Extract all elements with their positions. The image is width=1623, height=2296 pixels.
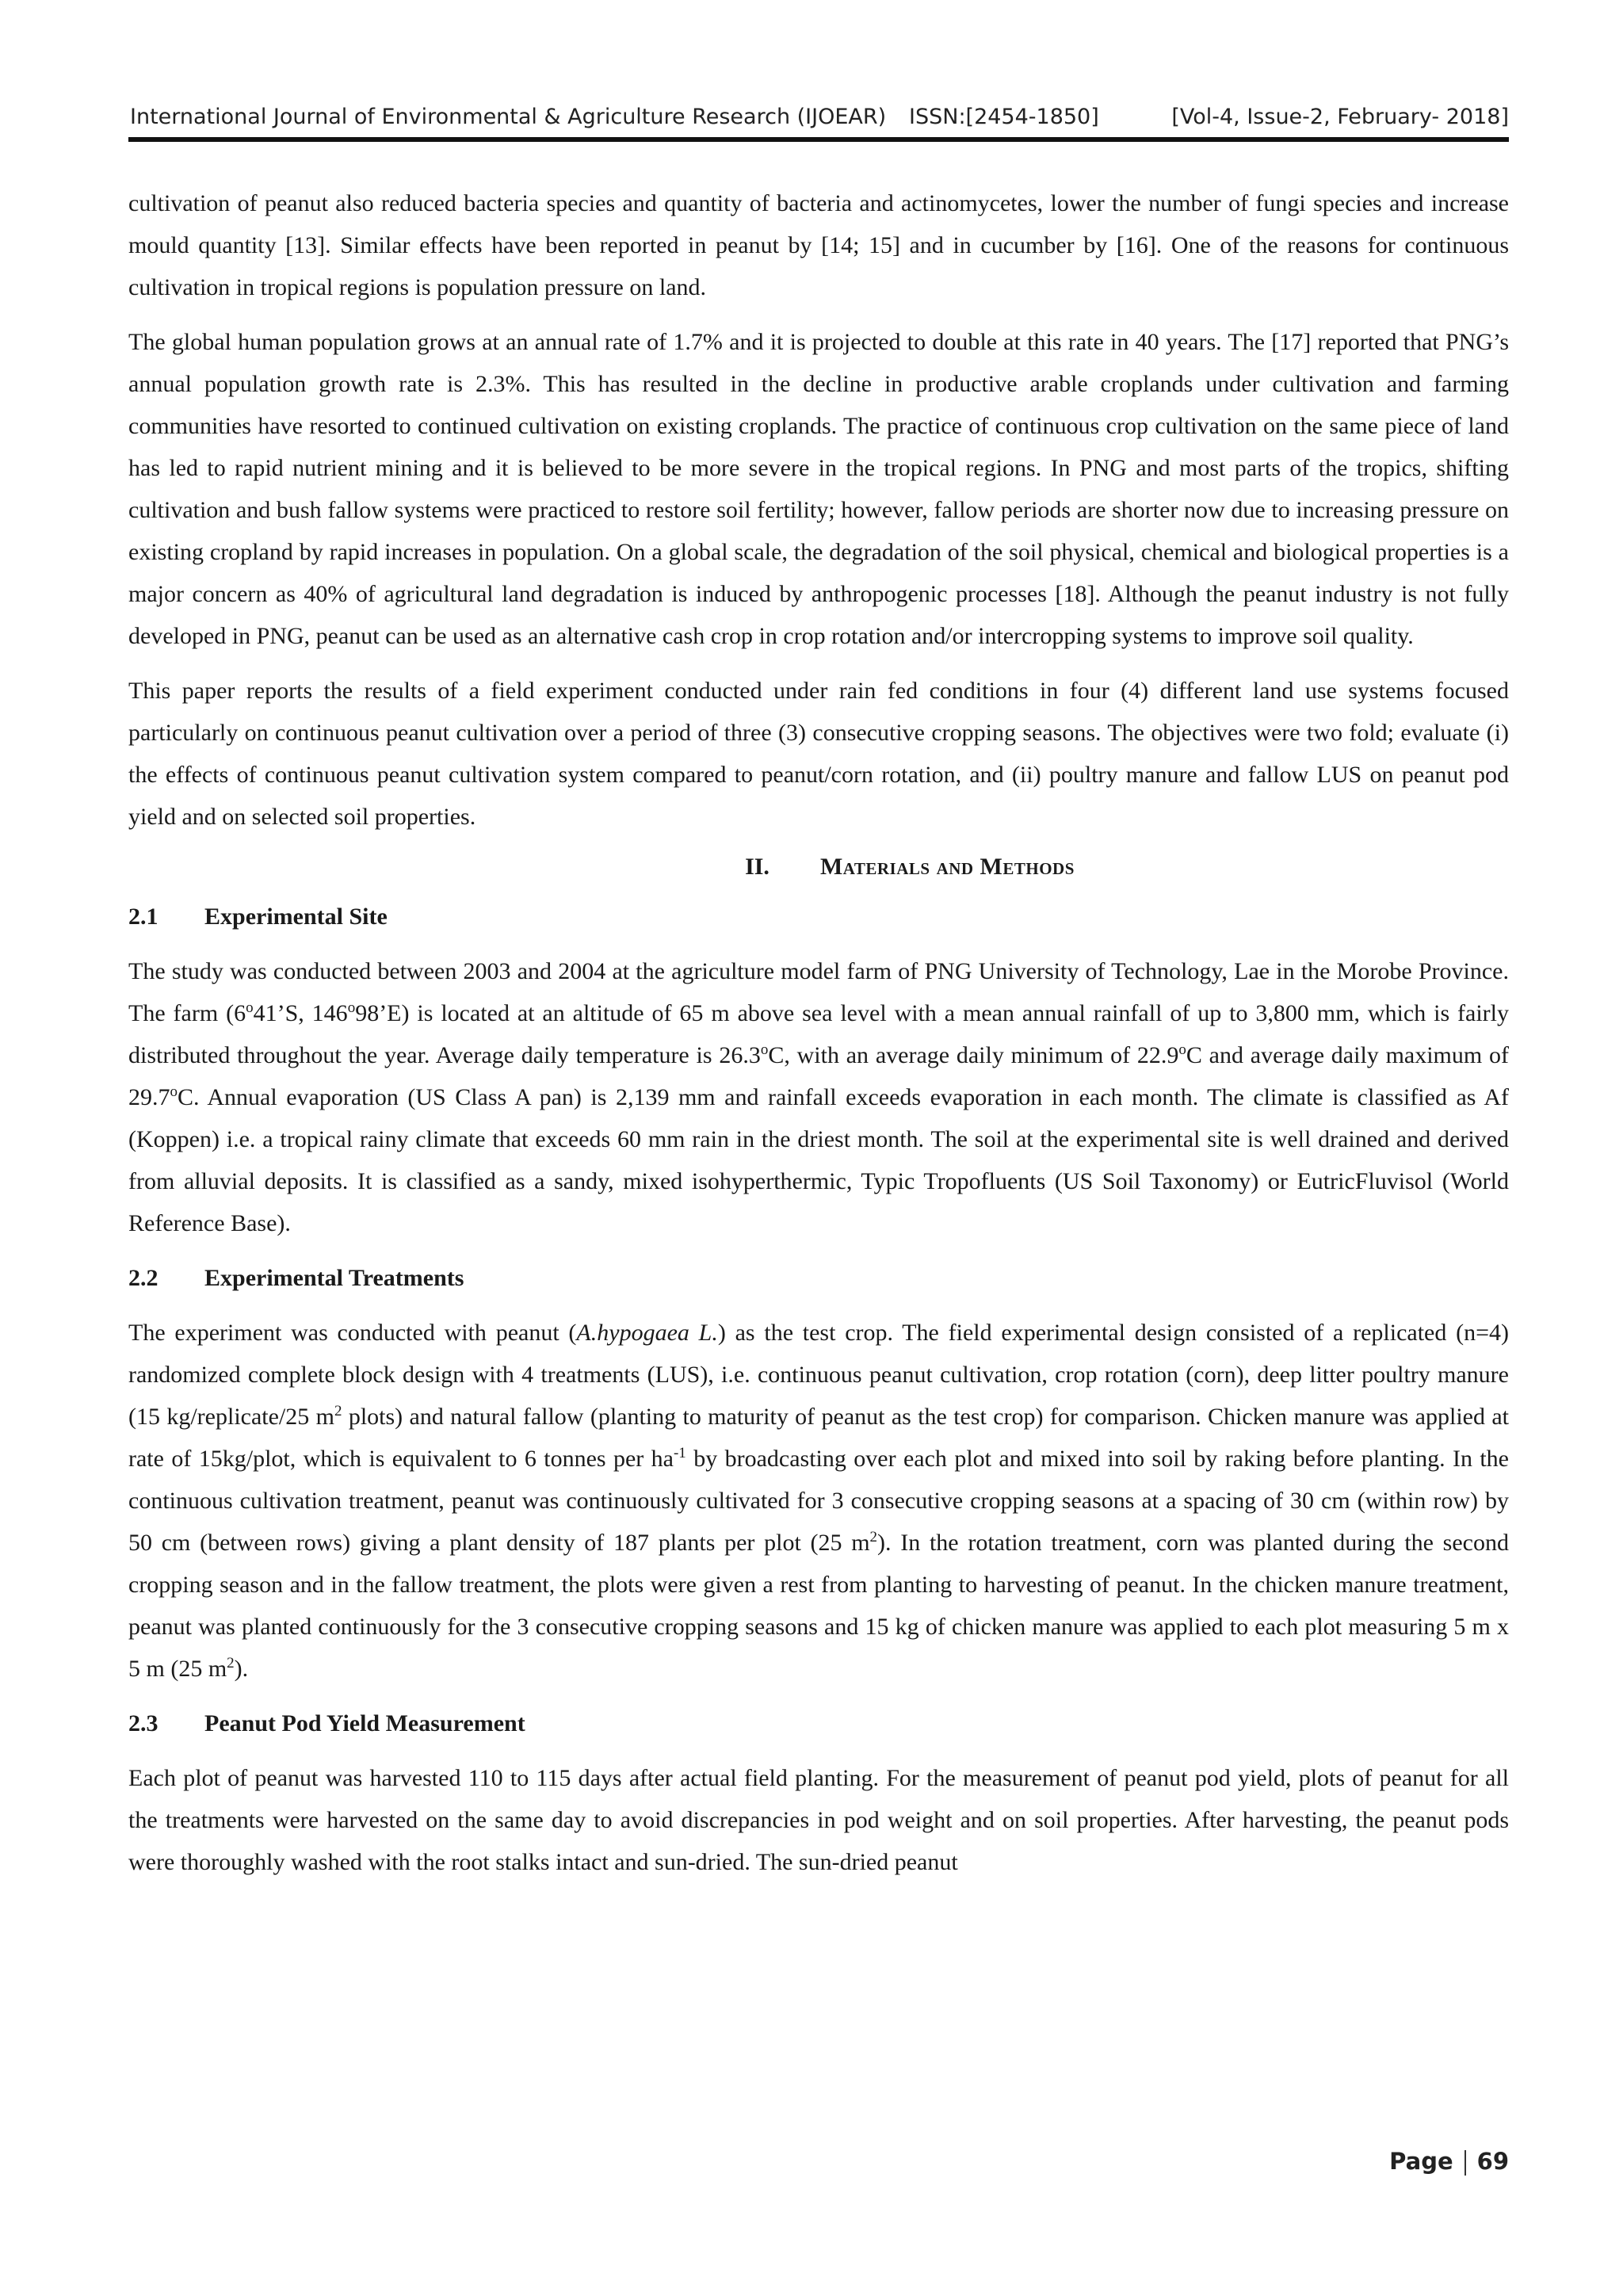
running-header xyxy=(128,94,1509,141)
subsection-heading-2-1 xyxy=(128,896,1509,938)
paragraph-objectives: This paper reports the results of a field experiment conducted under rain fed conditions in four (4) different land use systems focused particularly on continuous peanut cultivation over a period of three (3) consecutive cropping seasons. The objectives were two fold; evaluate (i) the effects of continuous peanut cultivation system compared to peanut/corn rotation, and (ii) poultry manure and fallow LUS on peanut pod yield and on selected soil properties. xyxy=(128,678,1509,830)
page-footer xyxy=(1389,2148,1509,2176)
section-heading xyxy=(128,846,1509,888)
issn: ISSN:[2454-1850] xyxy=(909,105,1099,129)
subsection-heading-2-2 xyxy=(128,1257,1509,1299)
paragraph-pod-yield: Each plot of peanut was harvested 110 to 115 days after actual field planting. For the measurement of peanut pod yield, plots of peanut for all the treatments were harvested on the same day to avoid discrepancies in pod weight and on soil properties. After harvesting, the peanut pods were thoroughly washed with the root stalks intact and sun-dried. The sun-dried peanut xyxy=(128,1765,1509,1875)
journal-name: International Journal of Environmental & Agriculture Research (IJOEAR) xyxy=(130,105,887,129)
page-label: Page xyxy=(1389,2148,1453,2175)
subsection-number: 2.1 xyxy=(128,904,158,930)
page-number: 69 xyxy=(1476,2148,1509,2175)
section-number: II. xyxy=(745,854,769,880)
paragraph-experimental-site: The study was conducted between 2003 and 2004 at the agriculture model farm of PNG University of Technology, Lae in the Morobe Province. The farm (6$^o$41’S, 146$^o$98’E) is located at an altitude of 65 m above sea level with a mean annual rainfall of up to 3,800 mm, which is fairly distributed throughout the year. Average daily temperature is 26.3$^o$C, with an average daily minimum of 22.9$^o$C and average daily maximum of 29.7$^o$C. Annual evaporation (US Class A pan) is 2,139 mm and rainfall exceeds evaporation in each month. The climate is classified as Af (Koppen) i.e. a tropical rainy climate that exceeds 60 mm rain in the driest month. The soil at the experimental site is well drained and derived from alluvial deposits. It is classified as a sandy, mixed isohyperthermic, Typic Tropofluents (US Soil Taxonomy) or EutricFluvisol (World Reference Base). xyxy=(128,958,1509,1236)
paragraph-experimental-treatments: The experiment was conducted with peanut (A.hypogaea L.) as the test crop. The field experimental design consisted of a replicated (n=4) randomized complete block design with 4 treatments (LUS), i.e. continuous peanut cultivation, crop rotation (corn), deep litter poultry manure (15 kg/replicate/25 $m^2$ plots) and natural fallow (planting to maturity of peanut as the test crop) for comparison. Chicken manure was applied at rate of 15kg/plot, which is equivalent to 6 tonnes per $ha^{-1}$ by broadcasting over each plot and mixed into soil by raking before planting. In the continuous cultivation treatment, peanut was continuously cultivated for 3 consecutive cropping seasons at a spacing of 30 cm (within row) by 50 cm (between rows) giving a plant density of 187 plants per plot (25 $m^2$). In the rotation treatment, corn was planted during the second cropping season and in the fallow treatment, the plots were given a rest from planting to harvesting of peanut. In the chicken manure treatment, peanut was planted continuously for the 3 consecutive cropping seasons and 15 kg of chicken manure was applied to each plot measuring 5 m x 5 m (25 $m^2$). xyxy=(128,1320,1510,1682)
subsection-heading-2-3 xyxy=(128,1702,1509,1744)
article-body xyxy=(128,182,1509,1896)
subsection-title: Experimental Treatments xyxy=(204,1265,464,1291)
subsection-title: Peanut Pod Yield Measurement xyxy=(204,1710,525,1736)
footer-separator xyxy=(1465,2150,1466,2176)
paragraph-continuation: cultivation of peanut also reduced bacteria species and quantity of bacteria and actinomycetes, lower the number of fungi species and increase mould quantity [13]. Similar effects have been reported in peanut by [14; 15] and in cucumber by [16]. One of the reasons for continuous cultivation in tropical regions is population pressure on land. xyxy=(128,190,1509,300)
subsection-title: Experimental Site xyxy=(204,904,388,930)
header-rule xyxy=(128,137,1509,142)
subsection-number: 2.3 xyxy=(128,1710,158,1736)
volume-issue: [Vol-4, Issue-2, February- 2018] xyxy=(1171,105,1509,129)
subsection-number: 2.2 xyxy=(128,1265,158,1291)
paragraph-population: The global human population grows at an annual rate of 1.7% and it is projected to double at this rate in 40 years. The [17] reported that PNG’s annual population growth rate is 2.3%. This has resulted in the decline in productive arable croplands under cultivation and farming communities have resorted to continued cultivation on existing croplands. The practice of continuous crop cultivation on the same piece of land has led to rapid nutrient mining and it is believed to be more severe in the tropical regions. In PNG and most parts of the tropics, shifting cultivation and bush fallow systems were practiced to restore soil fertility; however, fallow periods are shorter now due to increasing pressure on existing cropland by rapid increases in population. On a global scale, the degradation of the soil physical, chemical and biological properties is a major concern as 40% of agricultural land degradation is induced by anthropogenic processes [18]. Although the peanut industry is not fully developed in PNG, peanut can be used as an alternative cash crop in crop rotation and/or intercropping systems to improve soil quality. xyxy=(128,329,1509,649)
section-title: Materials and Methods xyxy=(819,854,1075,880)
